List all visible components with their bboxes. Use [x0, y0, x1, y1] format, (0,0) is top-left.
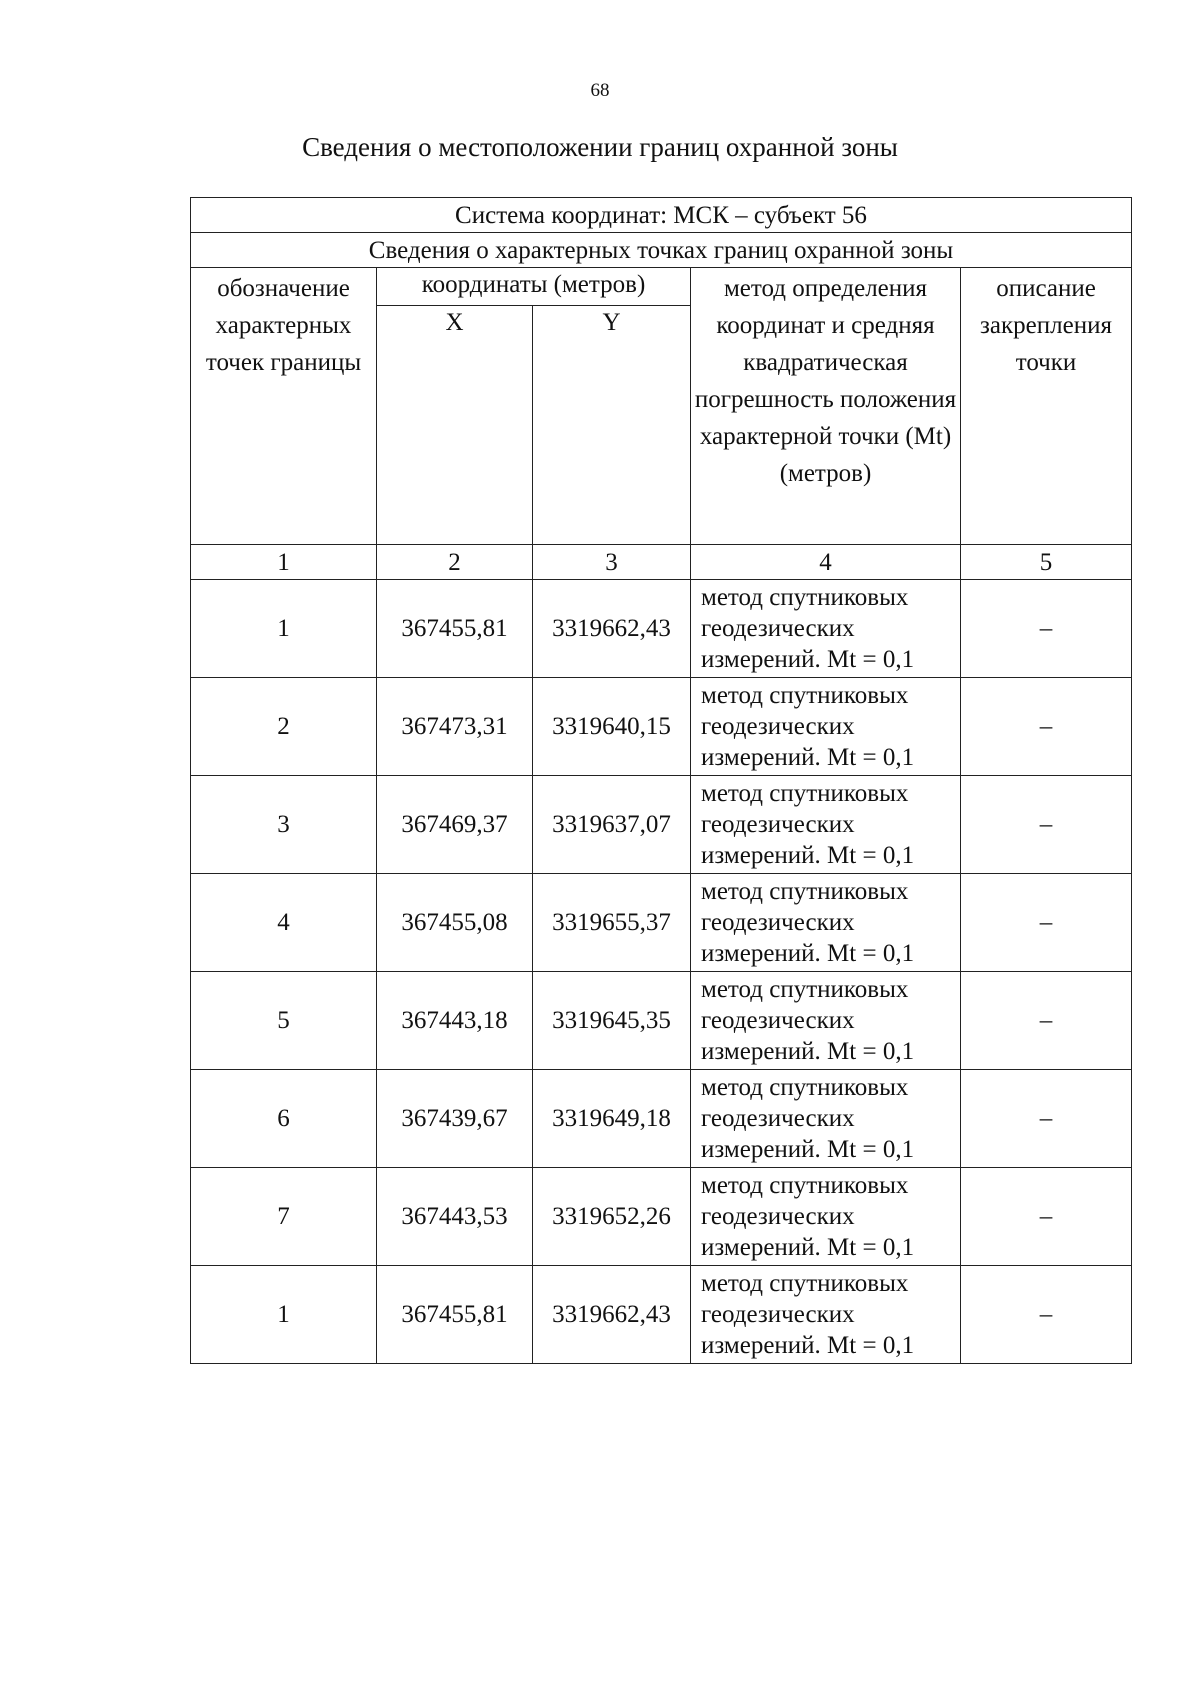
description-cell: – [961, 776, 1132, 874]
coordinate-system-header: Система координат: МСК – субъект 56 [191, 198, 1132, 233]
column-number: 5 [961, 545, 1132, 580]
table-row [191, 1070, 1132, 1168]
document-title: Сведения о местоположении границ охранной зоны [302, 132, 898, 162]
method-cell: метод спутниковых геодезических измерений. Mt = 0,1 [691, 580, 961, 678]
x-cell: 367439,67 [377, 1070, 533, 1168]
table-row [191, 1266, 1132, 1364]
x-cell: 367455,81 [377, 580, 533, 678]
header-point-designation: обозначение характерных точек границы [191, 268, 377, 545]
y-cell: 3319662,43 [533, 580, 691, 678]
x-cell: 367455,81 [377, 1266, 533, 1364]
header-y: Y [533, 306, 691, 545]
point-cell: 2 [191, 678, 377, 776]
x-cell: 367443,53 [377, 1168, 533, 1266]
point-cell: 7 [191, 1168, 377, 1266]
y-cell: 3319662,43 [533, 1266, 691, 1364]
header-description: описание закрепления точки [961, 268, 1132, 545]
point-cell: 1 [191, 580, 377, 678]
column-number: 4 [691, 545, 961, 580]
column-number: 3 [533, 545, 691, 580]
page-number: 68 [590, 80, 610, 101]
description-cell: – [961, 972, 1132, 1070]
table-row [191, 580, 1132, 678]
point-cell: 3 [191, 776, 377, 874]
column-number: 2 [377, 545, 533, 580]
method-cell: метод спутниковых геодезических измерений. Mt = 0,1 [691, 972, 961, 1070]
method-cell: метод спутниковых геодезических измерений. Mt = 0,1 [691, 678, 961, 776]
description-cell: – [961, 1266, 1132, 1364]
x-cell: 367455,08 [377, 874, 533, 972]
method-cell: метод спутниковых геодезических измерений. Mt = 0,1 [691, 1168, 961, 1266]
x-cell: 367473,31 [377, 678, 533, 776]
y-cell: 3319649,18 [533, 1070, 691, 1168]
point-cell: 6 [191, 1070, 377, 1168]
x-cell: 367469,37 [377, 776, 533, 874]
table-row [191, 678, 1132, 776]
y-cell: 3319655,37 [533, 874, 691, 972]
description-cell: – [961, 1070, 1132, 1168]
point-cell: 4 [191, 874, 377, 972]
y-cell: 3319637,07 [533, 776, 691, 874]
y-cell: 3319645,35 [533, 972, 691, 1070]
method-cell: метод спутниковых геодезических измерений. Mt = 0,1 [691, 776, 961, 874]
boundary-points-subheader: Сведения о характерных точках границ охранной зоны [191, 233, 1132, 268]
column-number: 1 [191, 545, 377, 580]
table-row [191, 1168, 1132, 1266]
table-row [191, 874, 1132, 972]
description-cell: – [961, 1168, 1132, 1266]
y-cell: 3319652,26 [533, 1168, 691, 1266]
description-cell: – [961, 678, 1132, 776]
header-x: X [377, 306, 533, 545]
method-cell: метод спутниковых геодезических измерений. Mt = 0,1 [691, 1266, 961, 1364]
header-coordinates: координаты (метров) [377, 268, 691, 306]
point-cell: 1 [191, 1266, 377, 1364]
x-cell: 367443,18 [377, 972, 533, 1070]
table-row [191, 972, 1132, 1070]
y-cell: 3319640,15 [533, 678, 691, 776]
point-cell: 5 [191, 972, 377, 1070]
method-cell: метод спутниковых геодезических измерений. Mt = 0,1 [691, 1070, 961, 1168]
description-cell: – [961, 874, 1132, 972]
boundary-points-table [190, 197, 1132, 1364]
table-row [191, 776, 1132, 874]
description-cell: – [961, 580, 1132, 678]
header-method: метод определения координат и средняя квадратическая погрешность положения характерной точки (Mt) (метров) [691, 268, 961, 545]
method-cell: метод спутниковых геодезических измерений. Mt = 0,1 [691, 874, 961, 972]
